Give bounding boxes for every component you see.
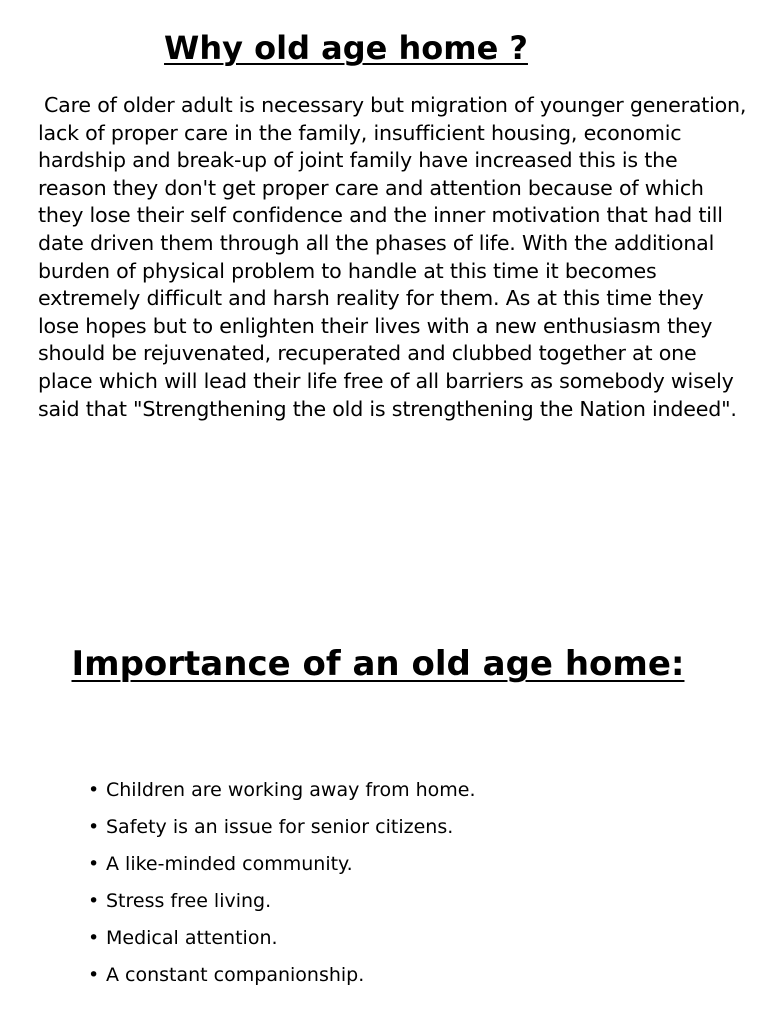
bullet-icon: • (88, 853, 100, 875)
bullet-text: A like-minded community. (106, 853, 353, 875)
list-item (88, 851, 476, 877)
list-item (88, 777, 476, 803)
bullet-text: Medical attention. (106, 927, 278, 949)
list-item (88, 814, 476, 840)
bullet-text: Children are working away from home. (106, 779, 476, 801)
heading-why-old-age-home: Why old age home ? (164, 29, 528, 67)
bullet-text: Stress free living. (106, 890, 272, 912)
bullet-text: A constant companionship. (106, 964, 365, 986)
body-paragraph: Care of older adult is necessary but migration of younger generation, lack of proper care in the family, insufficient housing, economic hardship and break-up of joint family have increased this is the reason they don't get proper care and attention because of which they lose their self confidence and the inner motivation that had till date driven them through all the phases of life. With the additional burden of physical problem to handle at this time it becomes extremely difficult and harsh reality for them. As at this time they lose hopes but to enlighten their lives with a new enthusiasm they should be rejuvenated, recuperated and clubbed together at one place which will lead their life free of all barriers as somebody wisely said that "Strengthening the old is strengthening the Nation indeed". (38, 93, 747, 421)
bullet-icon: • (88, 964, 100, 986)
bullet-text: Safety is an issue for senior citizens. (106, 816, 454, 838)
list-item (88, 962, 476, 988)
list-item (88, 888, 476, 914)
bullet-icon: • (88, 890, 100, 912)
heading-importance: Importance of an old age home: (71, 644, 685, 684)
bullet-icon: • (88, 927, 100, 949)
bullet-icon: • (88, 816, 100, 838)
importance-bullet-list (88, 777, 476, 999)
bullet-icon: • (88, 779, 100, 801)
list-item (88, 925, 476, 951)
